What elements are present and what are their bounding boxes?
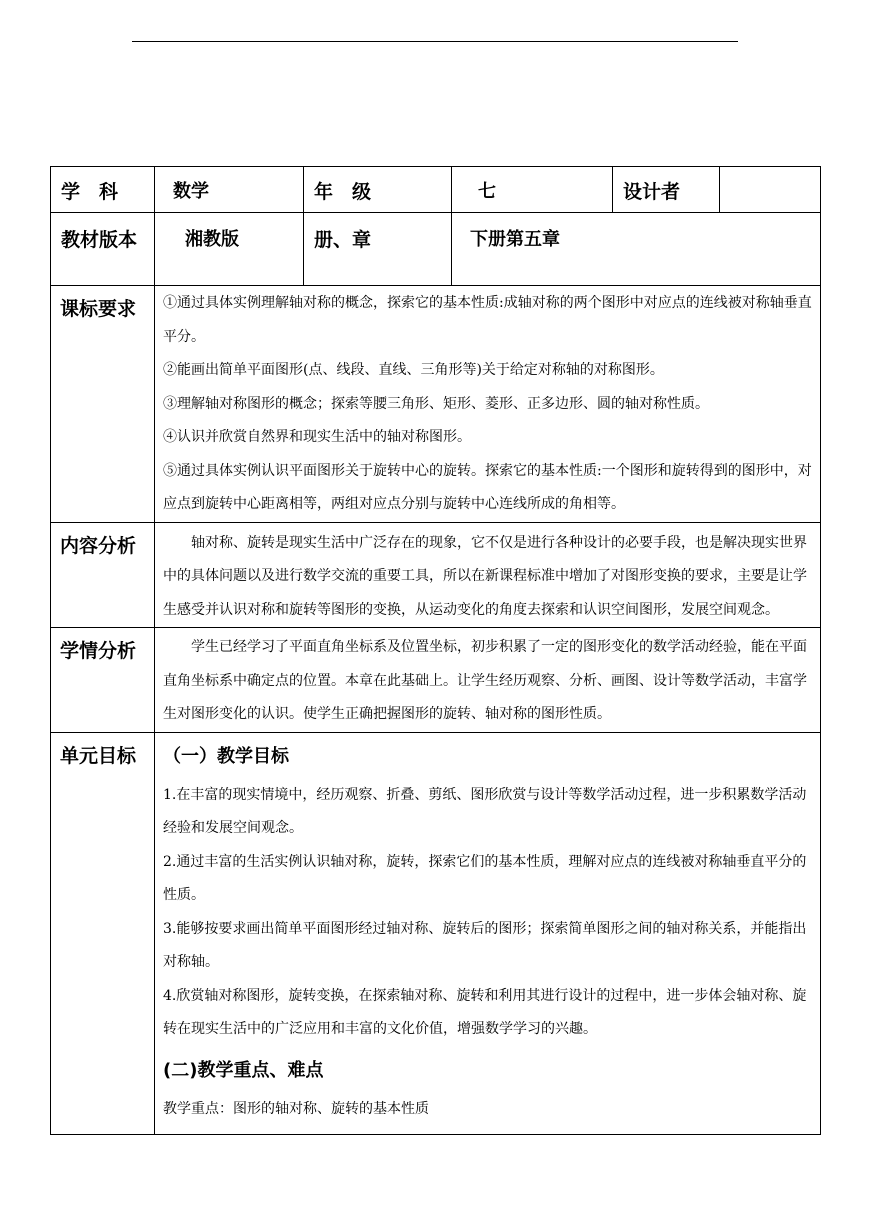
standard-item: ①通过具体实例理解轴对称的概念，探索它的基本性质:成轴对称的两个图形中对应点的连线被对称轴垂直平分。 xyxy=(163,295,812,345)
content-analysis-text: 轴对称、旋转是现实生活中广泛存在的现象，它不仅是进行各种设计的必要手段，也是解决现实世界中的具体问题以及进行数学交流的重要工具，所以在新课程标准中增加了对图形变换的要求，主要是让学生感受并认识对称和旋转等图形的变换，从运动变化的角度去探索和认识空间图形，发展空间观念。 xyxy=(163,534,807,618)
grade-value: 七 xyxy=(478,181,496,202)
goal-item: 2.通过丰富的生活实例认识轴对称，旋转，探索它们的基本性质，理解对应点的连线被对称轴垂直平分的性质。 xyxy=(163,853,807,903)
content-analysis-label: 内容分析 xyxy=(60,534,137,557)
unit-goals-cell xyxy=(155,732,821,1135)
grade-label: 年 级 xyxy=(314,181,372,203)
standard-item: ③理解轴对称图形的概念；探索等腰三角形、矩形、菱形、正多边形、圆的轴对称性质。 xyxy=(163,395,709,412)
volume-value-cell xyxy=(452,213,821,286)
students-label-cell xyxy=(51,628,155,733)
designer-value xyxy=(720,167,820,177)
key-point-text: 教学重点：图形的轴对称、旋转的基本性质 xyxy=(163,1100,429,1117)
standards-row xyxy=(51,286,821,523)
edition-value-cell xyxy=(155,213,304,286)
content-analysis-row xyxy=(51,522,821,628)
unit-goals-label: 单元目标 xyxy=(60,744,137,767)
edition-value: 湘教版 xyxy=(185,229,239,250)
standard-item: ④认识并欣赏自然界和现实生活中的轴对称图形。 xyxy=(163,429,471,445)
unit-goals-row xyxy=(51,732,821,1135)
student-analysis-text: 学生已经学习了平面直角坐标系及位置坐标，初步积累了一定的图形变化的数学活动经验，能在平面直角坐标系中确定点的位置。本章在此基础上。让学生经历观察、分析、画图、设计等数学活动，丰富学生对图形变化的认识。使学生正确把握图形的旋转、轴对称的图形性质。 xyxy=(163,639,807,722)
goal-item: 4.欣赏轴对称图形，旋转变换，在探索轴对称、旋转和利用其进行设计的过程中，进一步体会轴对称、旋转在现实生活中的广泛应用和丰富的文化价值，增强数学学习的兴趣。 xyxy=(163,987,807,1037)
subject-label: 学 科 xyxy=(61,181,119,203)
edition-label: 教材版本 xyxy=(61,229,138,251)
standard-item: ②能画出简单平面图形(点、线段、直线、三角形等)关于给定对称轴的对称图形。 xyxy=(163,362,664,378)
standards-label: 课标要求 xyxy=(60,298,137,320)
standards-label-cell xyxy=(51,286,155,523)
info-row-2 xyxy=(51,213,821,286)
subject-label-cell xyxy=(51,167,155,213)
goals-label-cell xyxy=(51,732,155,1135)
key-points-heading: (二)教学重点、难点 xyxy=(163,1059,324,1081)
student-analysis-cell xyxy=(155,628,821,733)
standards-content-cell xyxy=(155,286,821,523)
info-row-1 xyxy=(51,167,821,213)
designer-label: 设计者 xyxy=(623,181,681,203)
volume-label: 册、章 xyxy=(314,229,372,251)
goal-item: 3.能够按要求画出简单平面图形经过轴对称、旋转后的图形；探索简单图形之间的轴对称关系，并能指出对称轴。 xyxy=(163,920,807,970)
teaching-goals-heading: （一）教学目标 xyxy=(163,745,289,767)
volume-label-cell xyxy=(304,213,452,286)
student-analysis-row xyxy=(51,628,821,733)
subject-value: 数学 xyxy=(173,181,209,202)
standard-item: ⑤通过具体实例认识平面图形关于旋转中心的旋转。探索它的基本性质:一个图形和旋转得到的图形中，对应点到旋转中心距离相等，两组对应点分别与旋转中心连线所成的角相等。 xyxy=(163,462,812,512)
volume-value: 下册第五章 xyxy=(470,229,560,250)
designer-label-cell xyxy=(613,167,720,213)
student-analysis-label: 学情分析 xyxy=(60,640,137,662)
subject-value-cell xyxy=(155,167,304,213)
header-rule xyxy=(132,41,738,42)
content-analysis-cell xyxy=(155,522,821,628)
content-label-cell xyxy=(51,522,155,628)
grade-value-cell xyxy=(452,167,613,213)
goal-item: 1.在丰富的现实情境中，经历观察、折叠、剪纸、图形欣赏与设计等数学活动过程，进一步积累数学活动经验和发展空间观念。 xyxy=(163,786,807,836)
grade-label-cell xyxy=(304,167,452,213)
lesson-plan-table xyxy=(50,166,821,1135)
edition-label-cell xyxy=(51,213,155,286)
designer-value-cell xyxy=(720,167,821,213)
